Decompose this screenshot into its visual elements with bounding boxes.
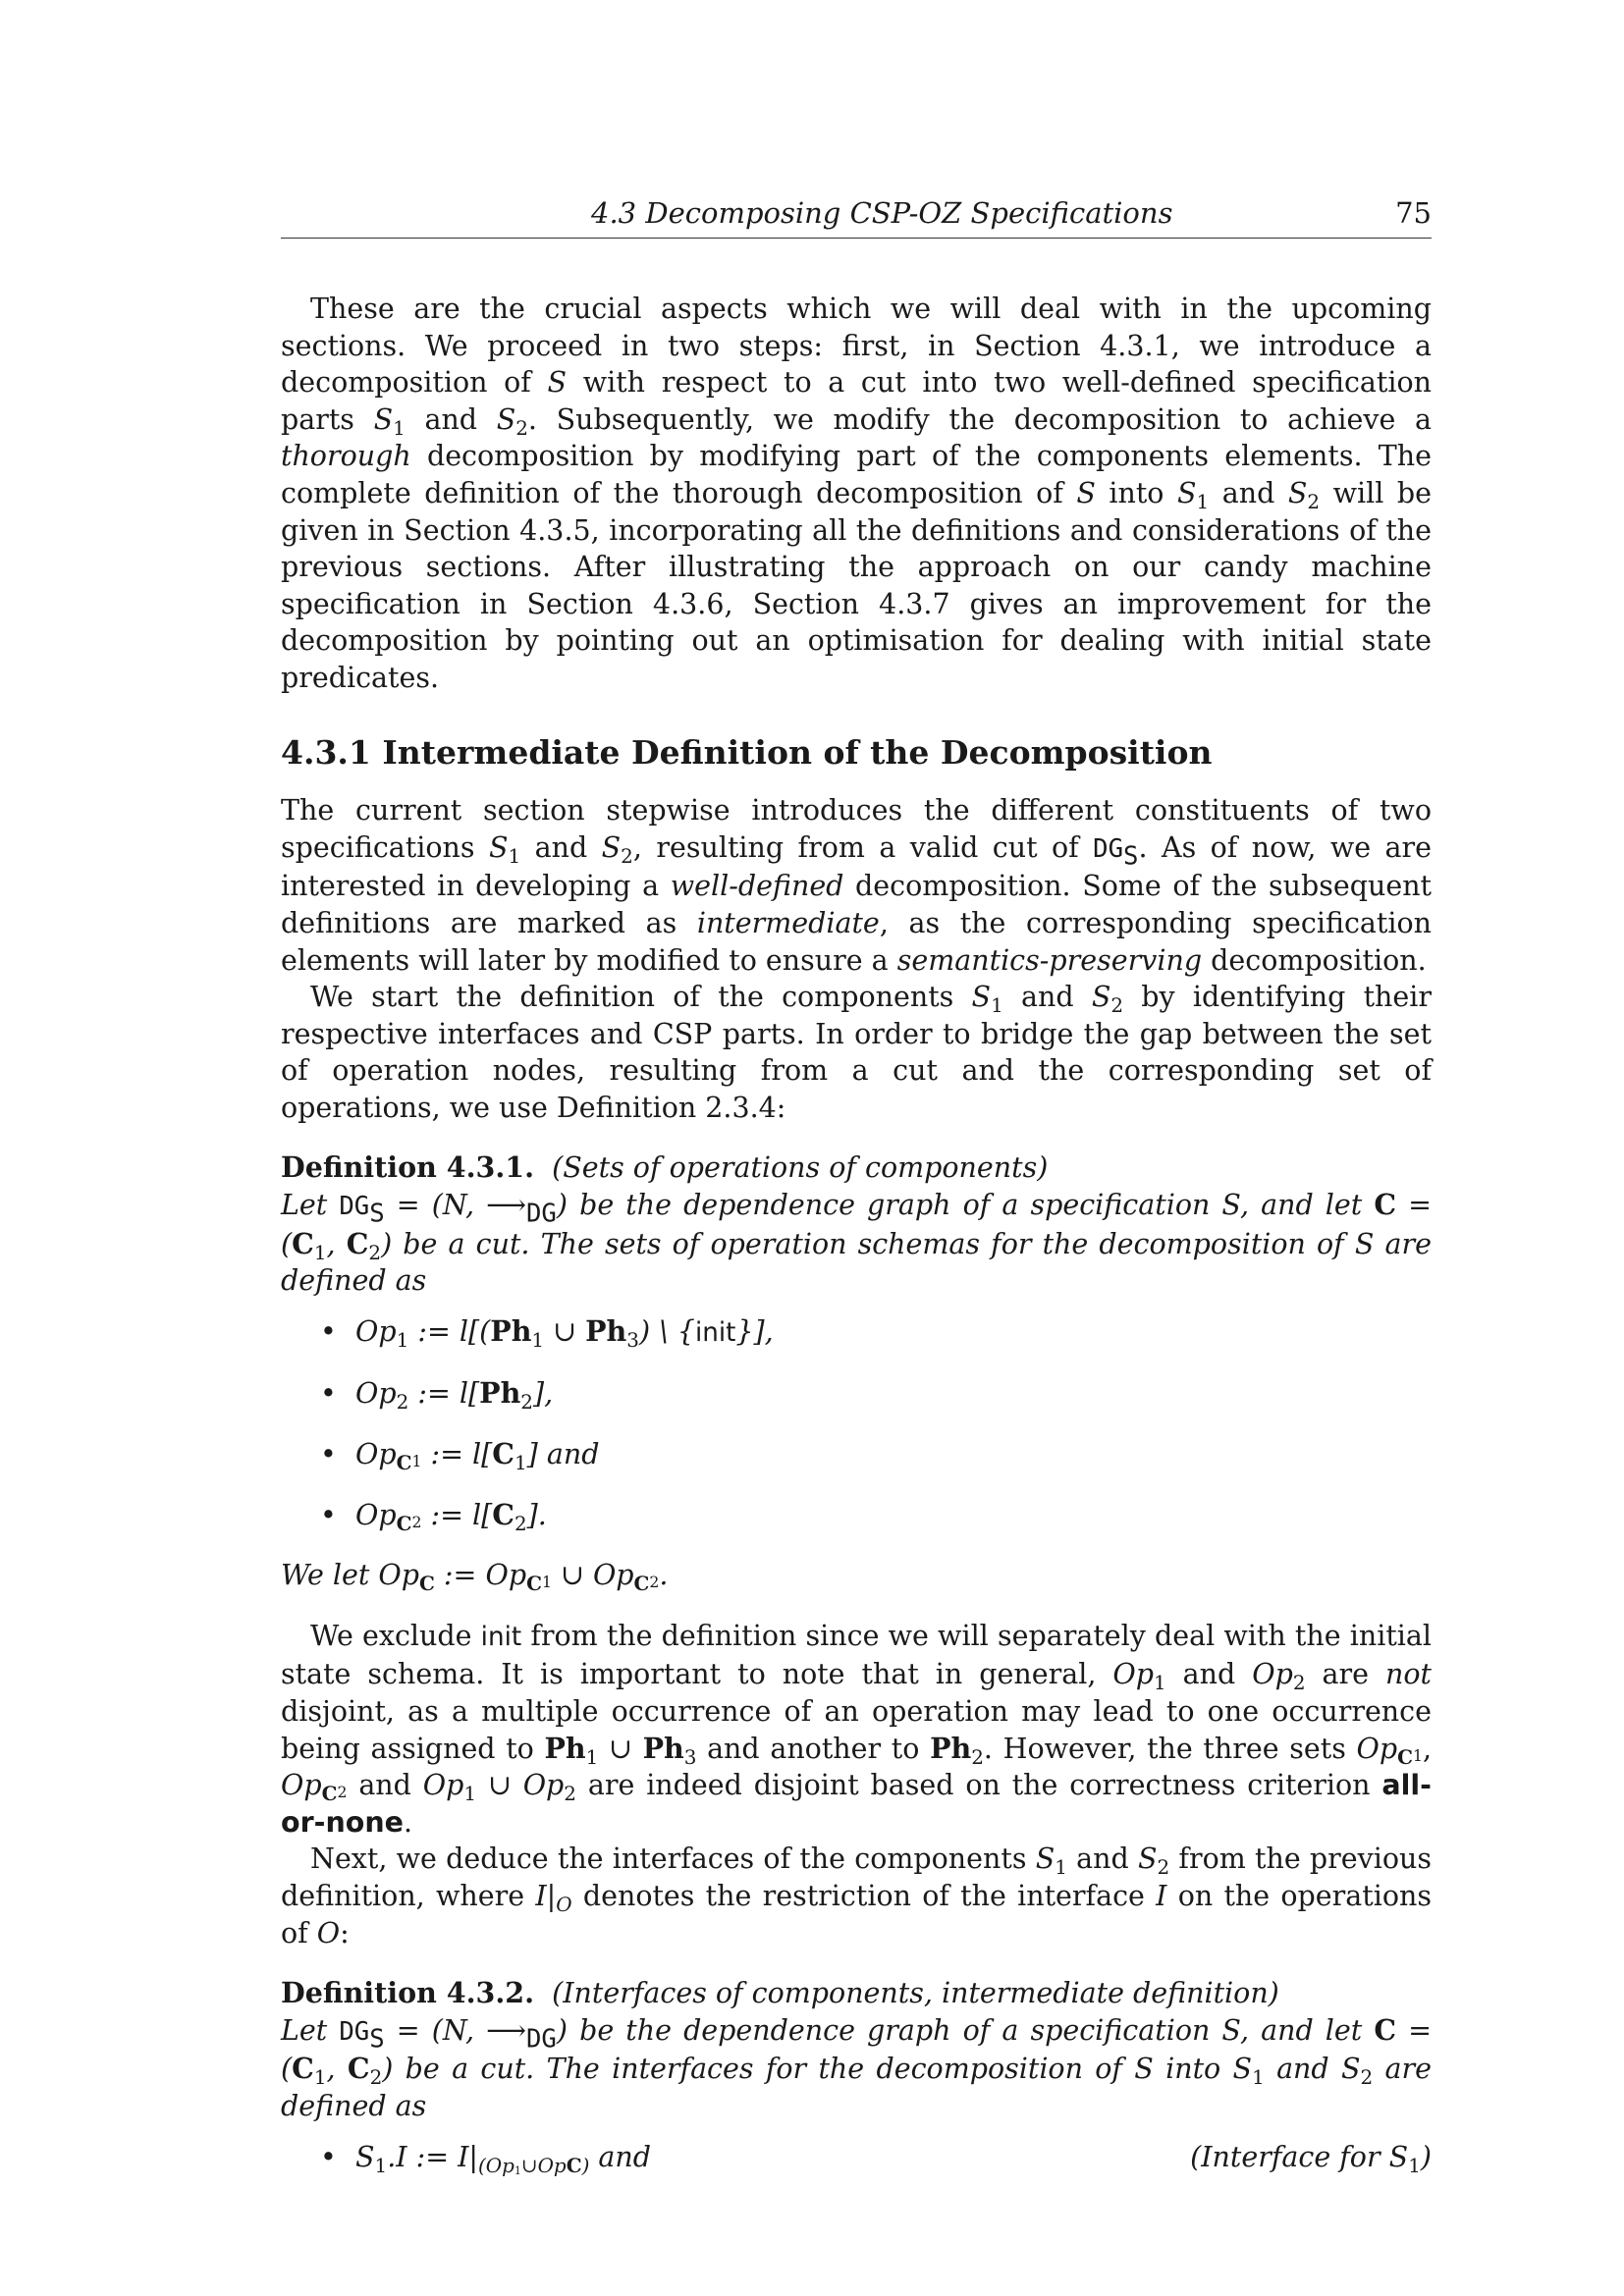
intro-paragraph: These are the crucial aspects which we will deal with in the upcoming sections. We proceed in two steps: first, in Section 4.3.1, we introduce a decomposition of S with respect to a cut into two well-defined specification parts $S_1$ and $S_2$. Subsequently, we modify the decomposition to achieve a thorough decomposition by modifying part of the components elements. The complete definition of the thorough decomposition of S into $S_1$ and $S_2$ will be given in Section 4.3.5, incorporating all the definitions and considerations of the previous sections. After illustrating the approach on our candy machine specification in Section 4.3.6, Section 4.3.7 gives an improvement for the decomposition by pointing out an optimisation for dealing with initial state predicates. (281, 293, 1432, 694)
list-item: • $Op_C1$ := $l[C_1]$ and (281, 1436, 1432, 1473)
paragraph-next: Next, we deduce the interfaces of the components $S_1$ and $S_2$ from the previous definition, where $I|_O$ denotes the restriction of the interface I on the operations of O: (281, 1842, 1433, 1949)
equation-tag: (Interface for $S_1$) (1190, 2140, 1432, 2177)
list-item: • $Op_2$ := $l[Ph_2]$, (281, 1375, 1432, 1413)
list-item: • $Op_C2$ := $l[C_2]$. (281, 1497, 1432, 1534)
list-item: • $S_1.I$ := $I|_{(Op1\cup OpC)}$ and (Interface for $S_1$) (281, 2139, 1432, 2176)
definition-4-3-1 (281, 1149, 1432, 1596)
section-paragraph-2: We start the definition of the components $S_1$ and $S_2$ by identifying their respective interfaces and CSP parts. In order to bridge the gap between the set of operation nodes, resulting from a cut and the corresponding set of operations, we use Definition 2.3.4: (281, 981, 1432, 1124)
page-number: 75 (1395, 196, 1432, 230)
definition-4-3-2 (281, 1975, 1432, 2175)
definition-caption: (Sets of operations of components) (552, 1151, 1049, 1185)
definition-closing: We let $Op_C$ := $Op_C1$ ∪ $Op_C2$. (281, 1559, 669, 1596)
definition-statement: Let DGS = (N, ⟶DG) be the dependence graph of a specification S, and let $C = (C_1$, $C_2$) be a cut. The sets of operation schemas for the decomposition of S are defined as (281, 1188, 1432, 1298)
running-head-title: 4.3 Decomposing CSP-OZ Specifications (591, 196, 1173, 230)
definition-label: Definition 4.3.1. (281, 1150, 535, 1185)
body-text (281, 291, 1432, 2199)
interface-list (281, 2139, 1432, 2176)
list-item: • $Op_1$ := $l[(Ph_1$ ∪ $Ph_3$) \ {init}], (281, 1313, 1432, 1353)
section-heading: 4.3.1 Intermediate Definition of the Decomposition (281, 732, 1213, 772)
section-paragraph-1: The current section stepwise introduces the different constituents of two specifications $S_1$ and $S_2$, resulting from a valid cut of DGS. As of now, we are interested in developing a well-defined decomposition. Some of the subsequent definitions are marked as intermediate, as the corresponding specification elements will later by modified to ensure a semantics-preserving decomposition. (281, 794, 1433, 977)
paragraph-after-definition: We exclude init from the definition since we will separately deal with the initial state schema. It is important to note that in general, $Op_1$ and $Op_2$ are not disjoint, as a multiple occurrence of an operation may lead to one occurrence being assigned to $Ph_1$ ∪ $Ph_3$ and another to $Ph_2$. However, the three sets $Op_C1$, $Op_C2$ and $Op_1$ ∪ $Op_2$ are indeed disjoint based on the correctness criterion all-or-none. (281, 1619, 1433, 1839)
definition-statement: Let DGS = (N, ⟶DG) be the dependence graph of a specification S, and let $C = (C_1$, $C_2$) be a cut. The interfaces for the decomposition of S into $S_1$ and $S_2$ are defined as (281, 2012, 1432, 2122)
definition-label: Definition 4.3.2. (281, 1976, 535, 2010)
definition-caption: (Interfaces of components, intermediate definition) (552, 1977, 1279, 2010)
operation-set-list (281, 1313, 1432, 1533)
running-head (281, 194, 1432, 239)
criterion-name: all-or-none (281, 1769, 1432, 1839)
